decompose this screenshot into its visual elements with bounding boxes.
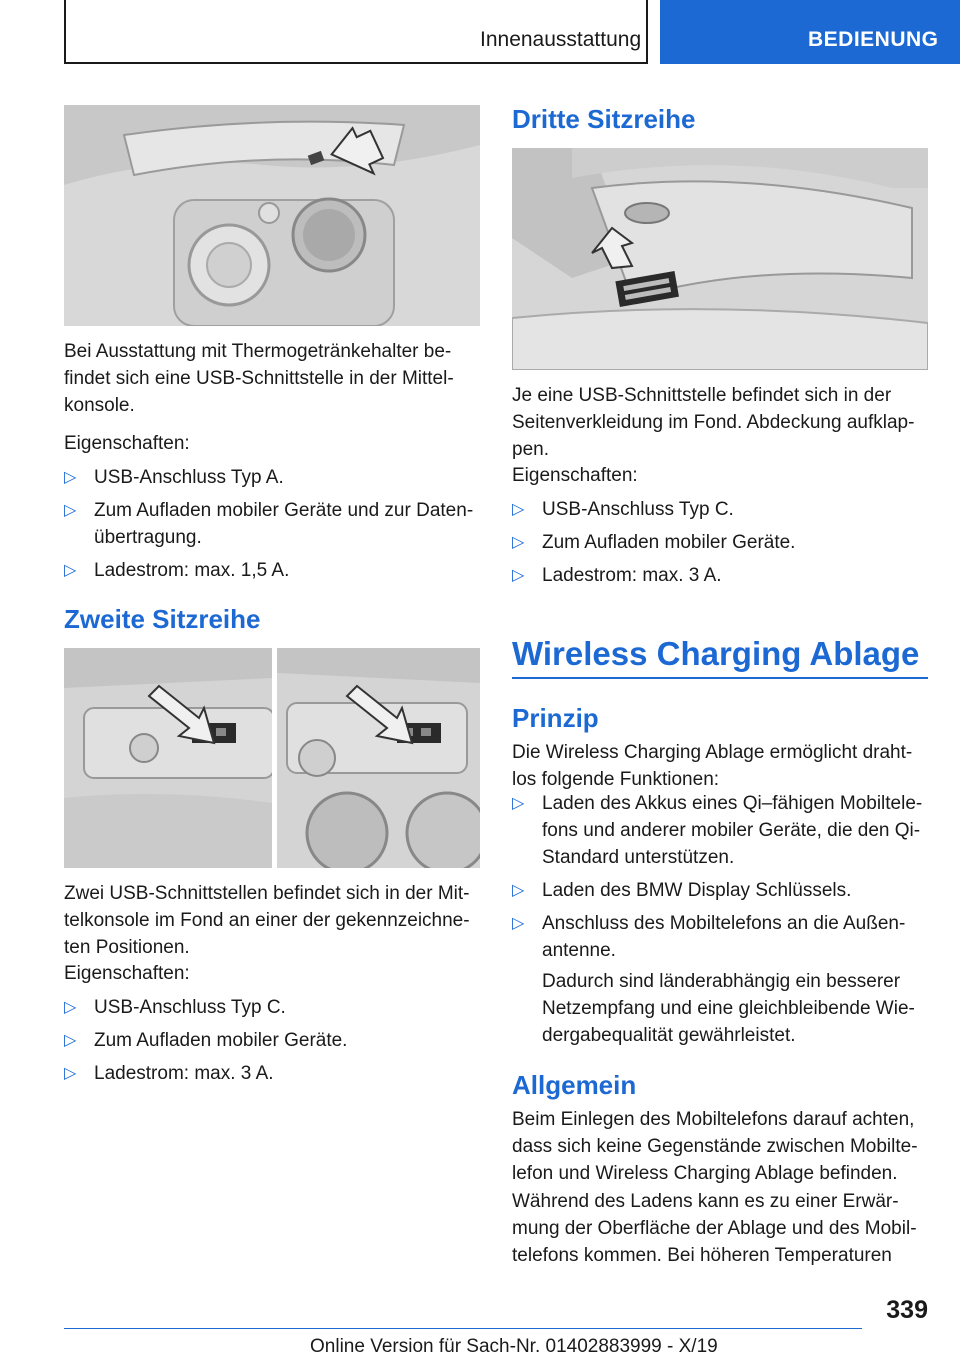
list-item: ▷ Zum Aufladen mobiler Geräte und zur Datenübertragung. bbox=[64, 497, 480, 551]
triangle-bullet-icon: ▷ bbox=[64, 562, 77, 579]
paragraph-third-row: Je eine USB-Schnittstelle befindet sich in der Seitenverkleidung im Fond. Abdeckung aufklappen. bbox=[512, 385, 915, 460]
footer-online-version: Online Version für Sach-Nr. 01402883999 - X/19 bbox=[310, 1336, 718, 1357]
figure-second-row-left bbox=[64, 648, 272, 868]
triangle-bullet-icon: ▷ bbox=[64, 1065, 77, 1082]
list-item: ▷ Ladestrom: max. 3 A. bbox=[512, 562, 928, 589]
paragraph-properties-label-3: Eigenschaften: bbox=[512, 465, 638, 486]
triangle-bullet-icon: ▷ bbox=[64, 999, 77, 1016]
list-item: ▷ Laden des Akkus eines Qi–fähigen Mobiltelefons und anderer mobiler Geräte, die den Qi-Standard unterstützen. bbox=[512, 790, 928, 871]
list-item: ▷ Laden des BMW Display Schlüssels. bbox=[512, 877, 928, 904]
paragraph-allgemein-1: Beim Einlegen des Mobiltelefons darauf achten, dass sich keine Gegenstände zwischen Mobiltelefon und Wireless Charging Ablage befinden. bbox=[512, 1109, 918, 1184]
header-section-title: Innenausstattung bbox=[480, 28, 642, 51]
list-item: ▷ USB-Anschluss Typ A. bbox=[64, 464, 480, 491]
paragraph-properties-label: Eigenschaften: bbox=[64, 433, 190, 454]
list-item: ▷ Ladestrom: max. 1,5 A. bbox=[64, 557, 480, 584]
triangle-bullet-icon: ▷ bbox=[512, 567, 525, 584]
figure-second-row-right bbox=[277, 648, 480, 868]
page-number: 339 bbox=[886, 1296, 928, 1324]
functions-list bbox=[512, 790, 928, 1055]
properties-list-2 bbox=[64, 994, 480, 1093]
list-item: ▷ Zum Aufladen mobiler Geräte. bbox=[64, 1027, 480, 1054]
triangle-bullet-icon: ▷ bbox=[512, 915, 525, 932]
heading-zweite-sitzreihe: Zweite Sitzreihe bbox=[64, 604, 261, 634]
paragraph-properties-label-2: Eigenschaften: bbox=[64, 963, 190, 984]
paragraph-second-row: Zwei USB-Schnittstellen befindet sich in der Mittelkonsole im Fond an einer der gekennzeichneten Positionen. bbox=[64, 883, 470, 958]
footer-rule bbox=[64, 1328, 862, 1329]
heading-prinzip: Prinzip bbox=[512, 703, 599, 733]
triangle-bullet-icon: ▷ bbox=[64, 1032, 77, 1049]
chapter-title-underline bbox=[512, 677, 928, 679]
figure-center-console-usb bbox=[64, 105, 480, 326]
list-item: ▷ USB-Anschluss Typ C. bbox=[64, 994, 480, 1021]
paragraph-prinzip: Die Wireless Charging Ablage ermöglicht drahtlos folgende Funktionen: bbox=[512, 742, 913, 790]
list-item: ▷ Anschluss des Mobiltelefons an die Außenantenne. Dadurch sind länderabhängig ein besserer Netzempfang und eine gleichbleibende Wiedergabequalität gewährleistet. bbox=[512, 910, 928, 1049]
list-item: ▷ Zum Aufladen mobiler Geräte. bbox=[512, 529, 928, 556]
heading-dritte-sitzreihe: Dritte Sitzreihe bbox=[512, 104, 696, 134]
heading-allgemein: Allgemein bbox=[512, 1070, 637, 1100]
list-item: ▷ Ladestrom: max. 3 A. bbox=[64, 1060, 480, 1087]
properties-list-3 bbox=[512, 496, 928, 595]
triangle-bullet-icon: ▷ bbox=[64, 469, 77, 486]
triangle-bullet-icon: ▷ bbox=[512, 534, 525, 551]
paragraph-console-usb: Bei Ausstattung mit Thermogetränkehalter befindet sich eine USB-Schnittstelle in der Mittelkonsole. bbox=[64, 341, 454, 416]
header-chapter-title: BEDIENUNG bbox=[808, 28, 939, 51]
properties-list-1 bbox=[64, 464, 480, 590]
figure-third-row-usb bbox=[512, 148, 928, 370]
triangle-bullet-icon: ▷ bbox=[64, 502, 77, 519]
paragraph-allgemein-2: Während des Ladens kann es zu einer Erwärmung der Oberfläche der Ablage und des Mobiltelefons kommen. Bei höheren Temperaturen bbox=[512, 1191, 917, 1266]
list-item: ▷ USB-Anschluss Typ C. bbox=[512, 496, 928, 523]
list-item-note: Dadurch sind länderabhängig ein besserer Netzempfang und eine gleichbleibende Wiedergabequalität gewährleistet. bbox=[542, 971, 915, 1046]
triangle-bullet-icon: ▷ bbox=[512, 795, 525, 812]
triangle-bullet-icon: ▷ bbox=[512, 501, 525, 518]
chapter-title-wireless-charging: Wireless Charging Ablage bbox=[512, 635, 920, 672]
triangle-bullet-icon: ▷ bbox=[512, 882, 525, 899]
